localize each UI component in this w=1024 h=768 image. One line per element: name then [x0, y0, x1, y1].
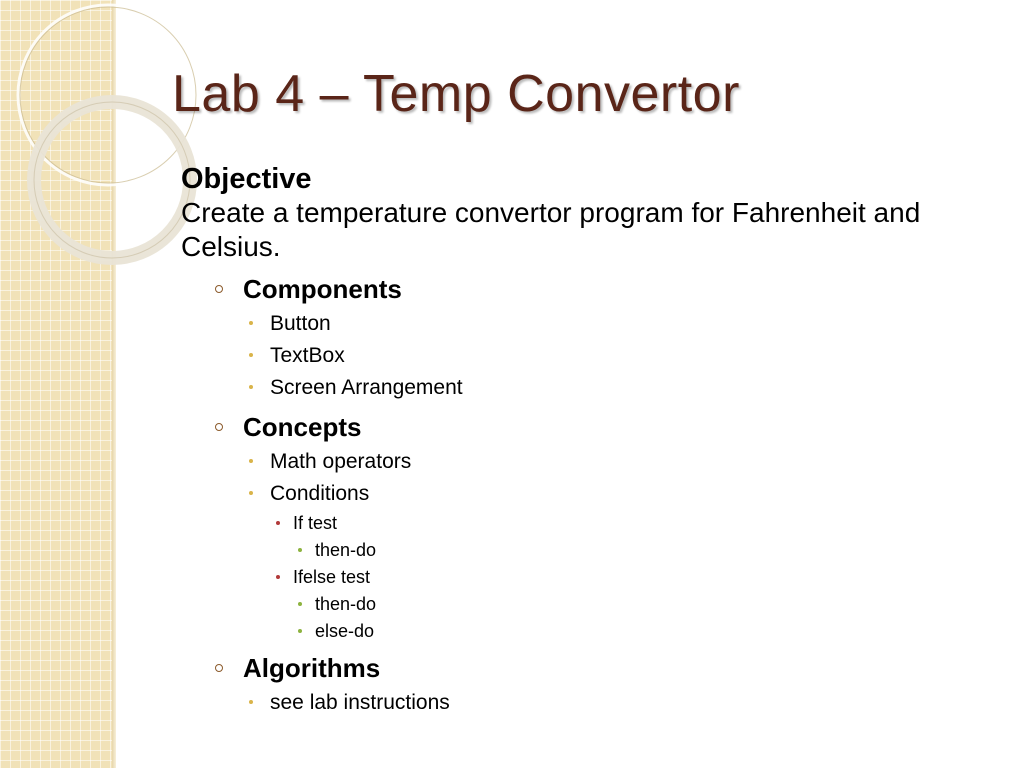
list-item-label: Math operators — [270, 450, 412, 473]
sub-sub-list — [270, 510, 981, 645]
sub-list — [243, 446, 981, 645]
list-item — [293, 537, 981, 564]
list-item-label: Screen Arrangement — [270, 376, 463, 399]
list-item — [270, 510, 981, 564]
list-item — [243, 340, 981, 372]
list-item-label: Ifelse test — [293, 567, 371, 587]
list-item — [243, 308, 981, 340]
list-item-label: then-do — [315, 540, 377, 560]
section-list — [181, 272, 981, 719]
list-item — [243, 372, 981, 404]
list-item-label: else-do — [315, 621, 375, 641]
list-item-label: then-do — [315, 594, 377, 614]
slide-title: Lab 4 – Temp Convertor — [172, 65, 740, 123]
list-item-label: If test — [293, 513, 338, 533]
list-item-label: Conditions — [270, 482, 370, 505]
section-label: Components — [243, 274, 402, 304]
sub-list — [243, 308, 981, 404]
small-dot-icon — [298, 548, 302, 552]
list-item — [293, 591, 981, 618]
list-item — [243, 478, 981, 645]
list-item-label: TextBox — [270, 344, 345, 367]
small-dot-icon — [276, 521, 280, 525]
small-dot-icon — [276, 575, 280, 579]
small-dot-icon — [298, 602, 302, 606]
section-item — [181, 410, 981, 645]
list-item-label: Button — [270, 312, 331, 335]
sub-list — [243, 687, 981, 719]
nested-list — [293, 591, 981, 645]
objective-heading: Objective — [181, 163, 312, 195]
slide-content — [181, 162, 981, 725]
open-circle-icon — [215, 285, 223, 293]
objective-text: Create a temperature convertor program for Fahrenheit and Celsius. — [181, 197, 921, 262]
nested-list — [293, 537, 981, 564]
list-item-label: see lab instructions — [270, 691, 450, 714]
small-dot-icon — [249, 353, 253, 357]
list-item — [270, 564, 981, 645]
section-item — [181, 272, 981, 404]
section-label: Concepts — [243, 412, 362, 442]
open-circle-icon — [215, 664, 223, 672]
open-circle-icon — [215, 423, 223, 431]
list-item — [243, 687, 981, 719]
section-label: Algorithms — [243, 653, 381, 683]
small-dot-icon — [249, 321, 253, 325]
section-item — [181, 651, 981, 719]
small-dot-icon — [298, 629, 302, 633]
list-item — [243, 446, 981, 478]
small-dot-icon — [249, 459, 253, 463]
list-item — [293, 618, 981, 645]
small-dot-icon — [249, 385, 253, 389]
small-dot-icon — [249, 491, 253, 495]
small-dot-icon — [249, 700, 253, 704]
